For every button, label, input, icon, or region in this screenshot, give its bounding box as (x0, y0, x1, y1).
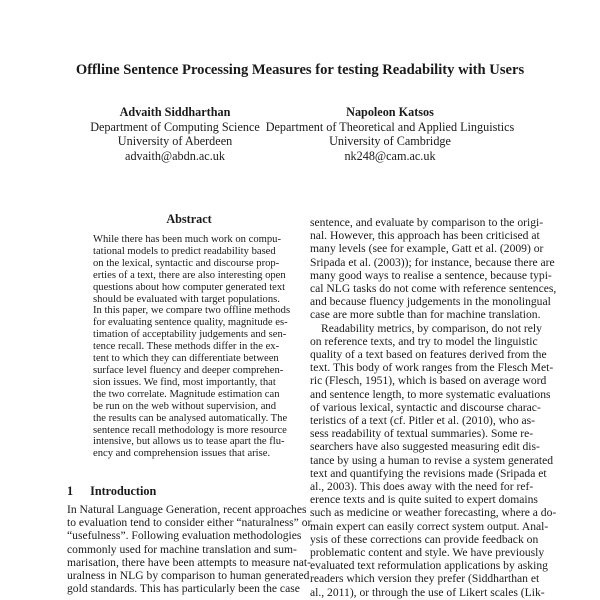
text-line: problematic content and style. We have previously (310, 546, 545, 560)
introduction-body (67, 503, 312, 596)
text-line: ysis of these corrections can provide feedback on (310, 532, 539, 546)
text-line: questions about how computer generated text (93, 281, 286, 293)
abstract-body (93, 234, 291, 460)
text-line: readers which version they prefer (Siddharthan et (310, 572, 540, 586)
text-line: many good ways to realise a sentence, because typi- (310, 268, 552, 282)
text-line: al., 2011), or through the use of Likert scales (Lik- (310, 585, 545, 599)
text-line: should be evaluated with target populations. (93, 293, 280, 305)
text-line: main expert can easily correct system output. Anal- (310, 519, 549, 533)
author-block-1 (75, 105, 275, 163)
text-line: “usefulness”. Following evaluation methodologies (67, 529, 302, 543)
section-heading-introduction (67, 484, 173, 499)
text-line: erence texts and is quite suited to expert domains (310, 493, 538, 507)
text-line: the results can be analysed automatically. The (93, 412, 288, 424)
text-line: sess readability of textual summaries). Some re- (310, 427, 534, 441)
text-line: tence recall. These methods differ in the ex- (93, 341, 280, 353)
text-line: timation of acceptability judgements and sen- (93, 329, 287, 341)
section-title: Introduction (90, 484, 157, 498)
text-line: tance by using a human to revise a system generated (310, 453, 554, 467)
text-line: gold standards. This has particularly been the case (67, 582, 300, 596)
text-line: sentence, and evaluate by comparison to the origi- (310, 216, 544, 229)
author-university: University of Cambridge (329, 134, 451, 149)
text-line: case are more subtle than for machine translation. (310, 308, 541, 322)
text-line: and sentence length, to more systematic evaluations (310, 387, 551, 401)
text-line: nal. However, this approach has been criticised at (310, 229, 540, 243)
text-line: on the lexical, syntactic and discourse prop- (93, 257, 280, 269)
text-line: tent to which they can differentiate between (93, 353, 279, 365)
text-line: be run on the web without supervision, and (93, 400, 277, 412)
text-line: the two correlate. Magnitude estimation can (93, 388, 280, 400)
text-line: tational models to predict readability based (93, 245, 276, 257)
text-line: on reference texts, and try to model the linguistic (310, 334, 538, 348)
text-line: of various lexical, syntactic and discourse charac- (310, 400, 541, 414)
text-line: evaluated text reformulation applications by asking (310, 559, 548, 573)
author-email: advaith@abdn.ac.uk (125, 148, 225, 163)
text-line: cal NLG tasks do not come with reference sentences, (310, 282, 557, 296)
text-line: marisation, there have been attempts to measure nat- (67, 555, 312, 569)
section-number: 1 (67, 484, 74, 498)
text-line: teristics of a text (cf. Pitler et al. (2010), who as- (310, 414, 536, 428)
text-line: for evaluating sentence quality, magnitude es- (93, 317, 288, 329)
text-line: intensive, but allows us to tease apart the flu- (93, 436, 285, 448)
text-line: Readability metrics, by comparison, do not rely (321, 321, 542, 335)
text-line: uralness in NLG by comparison to human generated (67, 569, 310, 583)
author-department: Department of Theoretical and Applied Linguistics (265, 119, 515, 134)
text-line: sentence recall methodology is more resource (93, 424, 287, 436)
text-line: In Natural Language Generation, recent approaches (67, 503, 307, 516)
text-line: text. This body of work ranges from the Flesch Met- (310, 361, 554, 375)
text-line: and because fluency judgements in the monolingual (310, 295, 551, 309)
text-line: Sripada et al. (2003)); for instance, because there are (310, 255, 555, 269)
text-line: many levels (see for example, Gatt et al. (2009) or (310, 242, 544, 256)
author-university: University of Aberdeen (117, 134, 233, 149)
author-name: Advaith Siddharthan (119, 105, 231, 119)
text-line: While there has been much work on compu- (93, 234, 281, 245)
text-line: text and quantifying the revisions made (Sripada et (310, 466, 547, 480)
text-line: al., 2003). This does away with the need for ref- (310, 480, 534, 494)
text-line: searchers have also suggested measuring edit dis- (310, 440, 540, 454)
text-line: surface level fluency and deeper comprehen- (93, 364, 284, 376)
author-email: nk248@cam.ac.uk (344, 148, 436, 163)
author-block-2 (260, 105, 520, 163)
author-name: Napoleon Katsos (346, 105, 434, 119)
text-line: commonly used for machine translation and sum- (67, 542, 297, 556)
text-line: such as medicine or weather forecasting, where a do- (310, 506, 557, 520)
paper-title: Offline Sentence Processing Measures for testing Readability with Users (75, 62, 525, 78)
text-line: quality of a text based on features derived from the (310, 348, 547, 362)
text-line: sion issues. We find, most importantly, that (93, 376, 276, 388)
author-department: Department of Computing Science (90, 119, 260, 134)
abstract-heading: Abstract (166, 212, 212, 226)
text-line: erties of a text, there are also interesting open (93, 269, 286, 281)
right-column-body (310, 216, 557, 599)
text-line: to evaluation tend to consider either “naturalness” or (67, 516, 312, 530)
text-line: ency and comprehension issues that arise. (93, 448, 271, 460)
text-line: In this paper, we compare two offline methods (93, 305, 291, 317)
text-line: ric (Flesch, 1951), which is based on average word (310, 374, 547, 388)
